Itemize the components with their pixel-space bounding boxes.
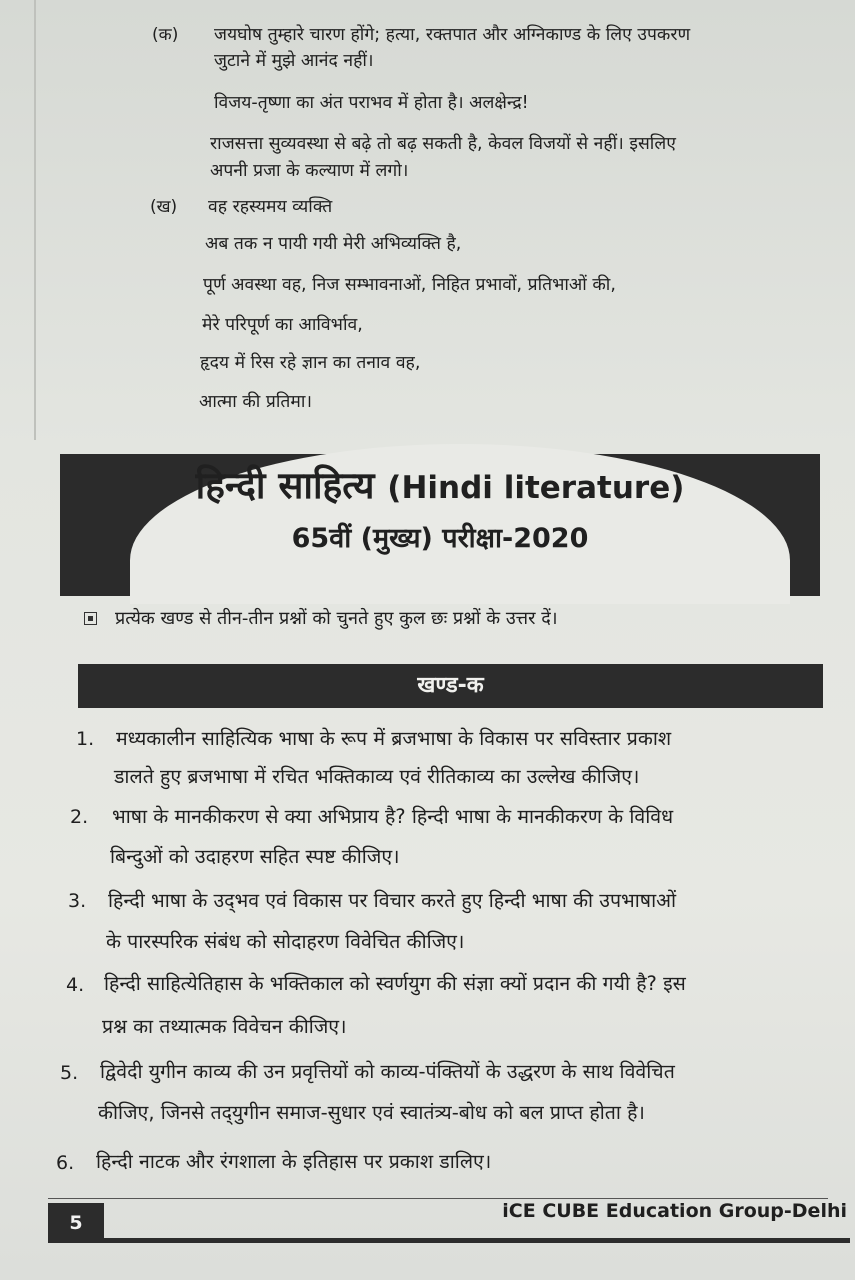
- page-number: 5: [48, 1203, 104, 1243]
- question-number: 1.: [76, 728, 95, 750]
- footer-bar: [104, 1238, 850, 1243]
- section-heading: खण्ड-क: [78, 664, 823, 708]
- poem-line: मेरे परिपूर्ण का आविर्भाव,: [202, 315, 363, 335]
- question-line: डालते हुए ब्रजभाषा में रचित भक्तिकाव्य एवं रीतिकाव्य का उल्लेख कीजिए।: [114, 765, 640, 788]
- poem-kha-marker: (ख): [150, 197, 178, 217]
- question-number: 5.: [60, 1062, 79, 1084]
- question-line: द्विवेदी युगीन काव्य की उन प्रवृत्तियों को काव्य-पंक्तियों के उद्धरण के साथ विवेचित: [100, 1060, 675, 1083]
- question-line: हिन्दी नाटक और रंगशाला के इतिहास पर प्रकाश डालिए।: [96, 1150, 492, 1173]
- poem-line: अपनी प्रजा के कल्याण में लगो।: [210, 161, 409, 181]
- instruction: [84, 606, 558, 630]
- banner-title-hindi: हिन्दी साहित्य: [195, 464, 375, 507]
- poem-ka-marker: (क): [152, 25, 179, 45]
- poem-line: राजसत्ता सुव्यवस्था से बढ़े तो बढ़ सकती है, केवल विजयों से नहीं। इसलिए: [210, 134, 676, 154]
- question-line: बिन्दुओं को उदाहरण सहित स्पष्ट कीजिए।: [110, 845, 400, 868]
- question-number: 2.: [70, 806, 89, 828]
- question-line: भाषा के मानकीकरण से क्या अभिप्राय है? हिन्दी भाषा के मानकीकरण के विविध: [112, 805, 674, 828]
- question-line: के पारस्परिक संबंध को सोदाहरण विवेचित कीजिए।: [106, 930, 465, 953]
- banner-title-english: (Hindi literature): [387, 470, 685, 506]
- instruction-text: प्रत्येक खण्ड से तीन-तीन प्रश्नों को चुनते हुए कुल छः प्रश्नों के उत्तर दें।: [115, 608, 558, 629]
- poem-line: आत्मा की प्रतिमा।: [199, 392, 312, 412]
- poem-line: अब तक न पायी गयी मेरी अभिव्यक्ति है,: [205, 234, 462, 254]
- poem-line: विजय-तृष्णा का अंत पराभव में होता है। अलक्षेन्द्र!: [214, 93, 529, 113]
- banner-subtitle: 65वीं (मुख्य) परीक्षा-2020: [291, 523, 589, 554]
- question-line: कीजिए, जिनसे तद्‌युगीन समाज-सुधार एवं स्वातंत्र्य-बोध को बल प्राप्त होता है।: [98, 1101, 645, 1124]
- exam-banner: [60, 440, 820, 600]
- footer-rule: [48, 1198, 828, 1199]
- question-line: हिन्दी भाषा के उद्‌भव एवं विकास पर विचार करते हुए हिन्दी भाषा की उपभाषाओं: [108, 889, 677, 912]
- square-bullet-icon: [84, 612, 97, 625]
- question-line: हिन्दी साहित्येतिहास के भक्तिकाल को स्वर्णयुग की संज्ञा क्यों प्रदान की गयी है? इस: [104, 972, 686, 995]
- poem-line: वह रहस्यमय व्यक्ति: [208, 197, 333, 217]
- publisher-name: iCE CUBE Education Group-Delhi: [502, 1200, 847, 1222]
- banner-title: [60, 458, 820, 509]
- question-number: 6.: [56, 1152, 75, 1174]
- poem-line: जुटाने में मुझे आनंद नहीं।: [214, 51, 374, 71]
- question-line: मध्यकालीन साहित्यिक भाषा के रूप में ब्रजभाषा के विकास पर सविस्तार प्रकाश: [116, 727, 672, 750]
- page-edge: [34, 0, 36, 440]
- poem-line: हृदय में रिस रहे ज्ञान का तनाव वह,: [200, 353, 421, 373]
- question-number: 4.: [66, 974, 85, 996]
- question-number: 3.: [68, 890, 87, 912]
- poem-line: पूर्ण अवस्था वह, निज सम्भावनाओं, निहित प्रभावों, प्रतिभाओं की,: [203, 275, 616, 295]
- poem-line: जयघोष तुम्हारे चारण होंगे; हत्या, रक्तपात और अग्निकाण्ड के लिए उपकरण: [214, 25, 691, 45]
- question-line: प्रश्न का तथ्यात्मक विवेचन कीजिए।: [102, 1015, 347, 1038]
